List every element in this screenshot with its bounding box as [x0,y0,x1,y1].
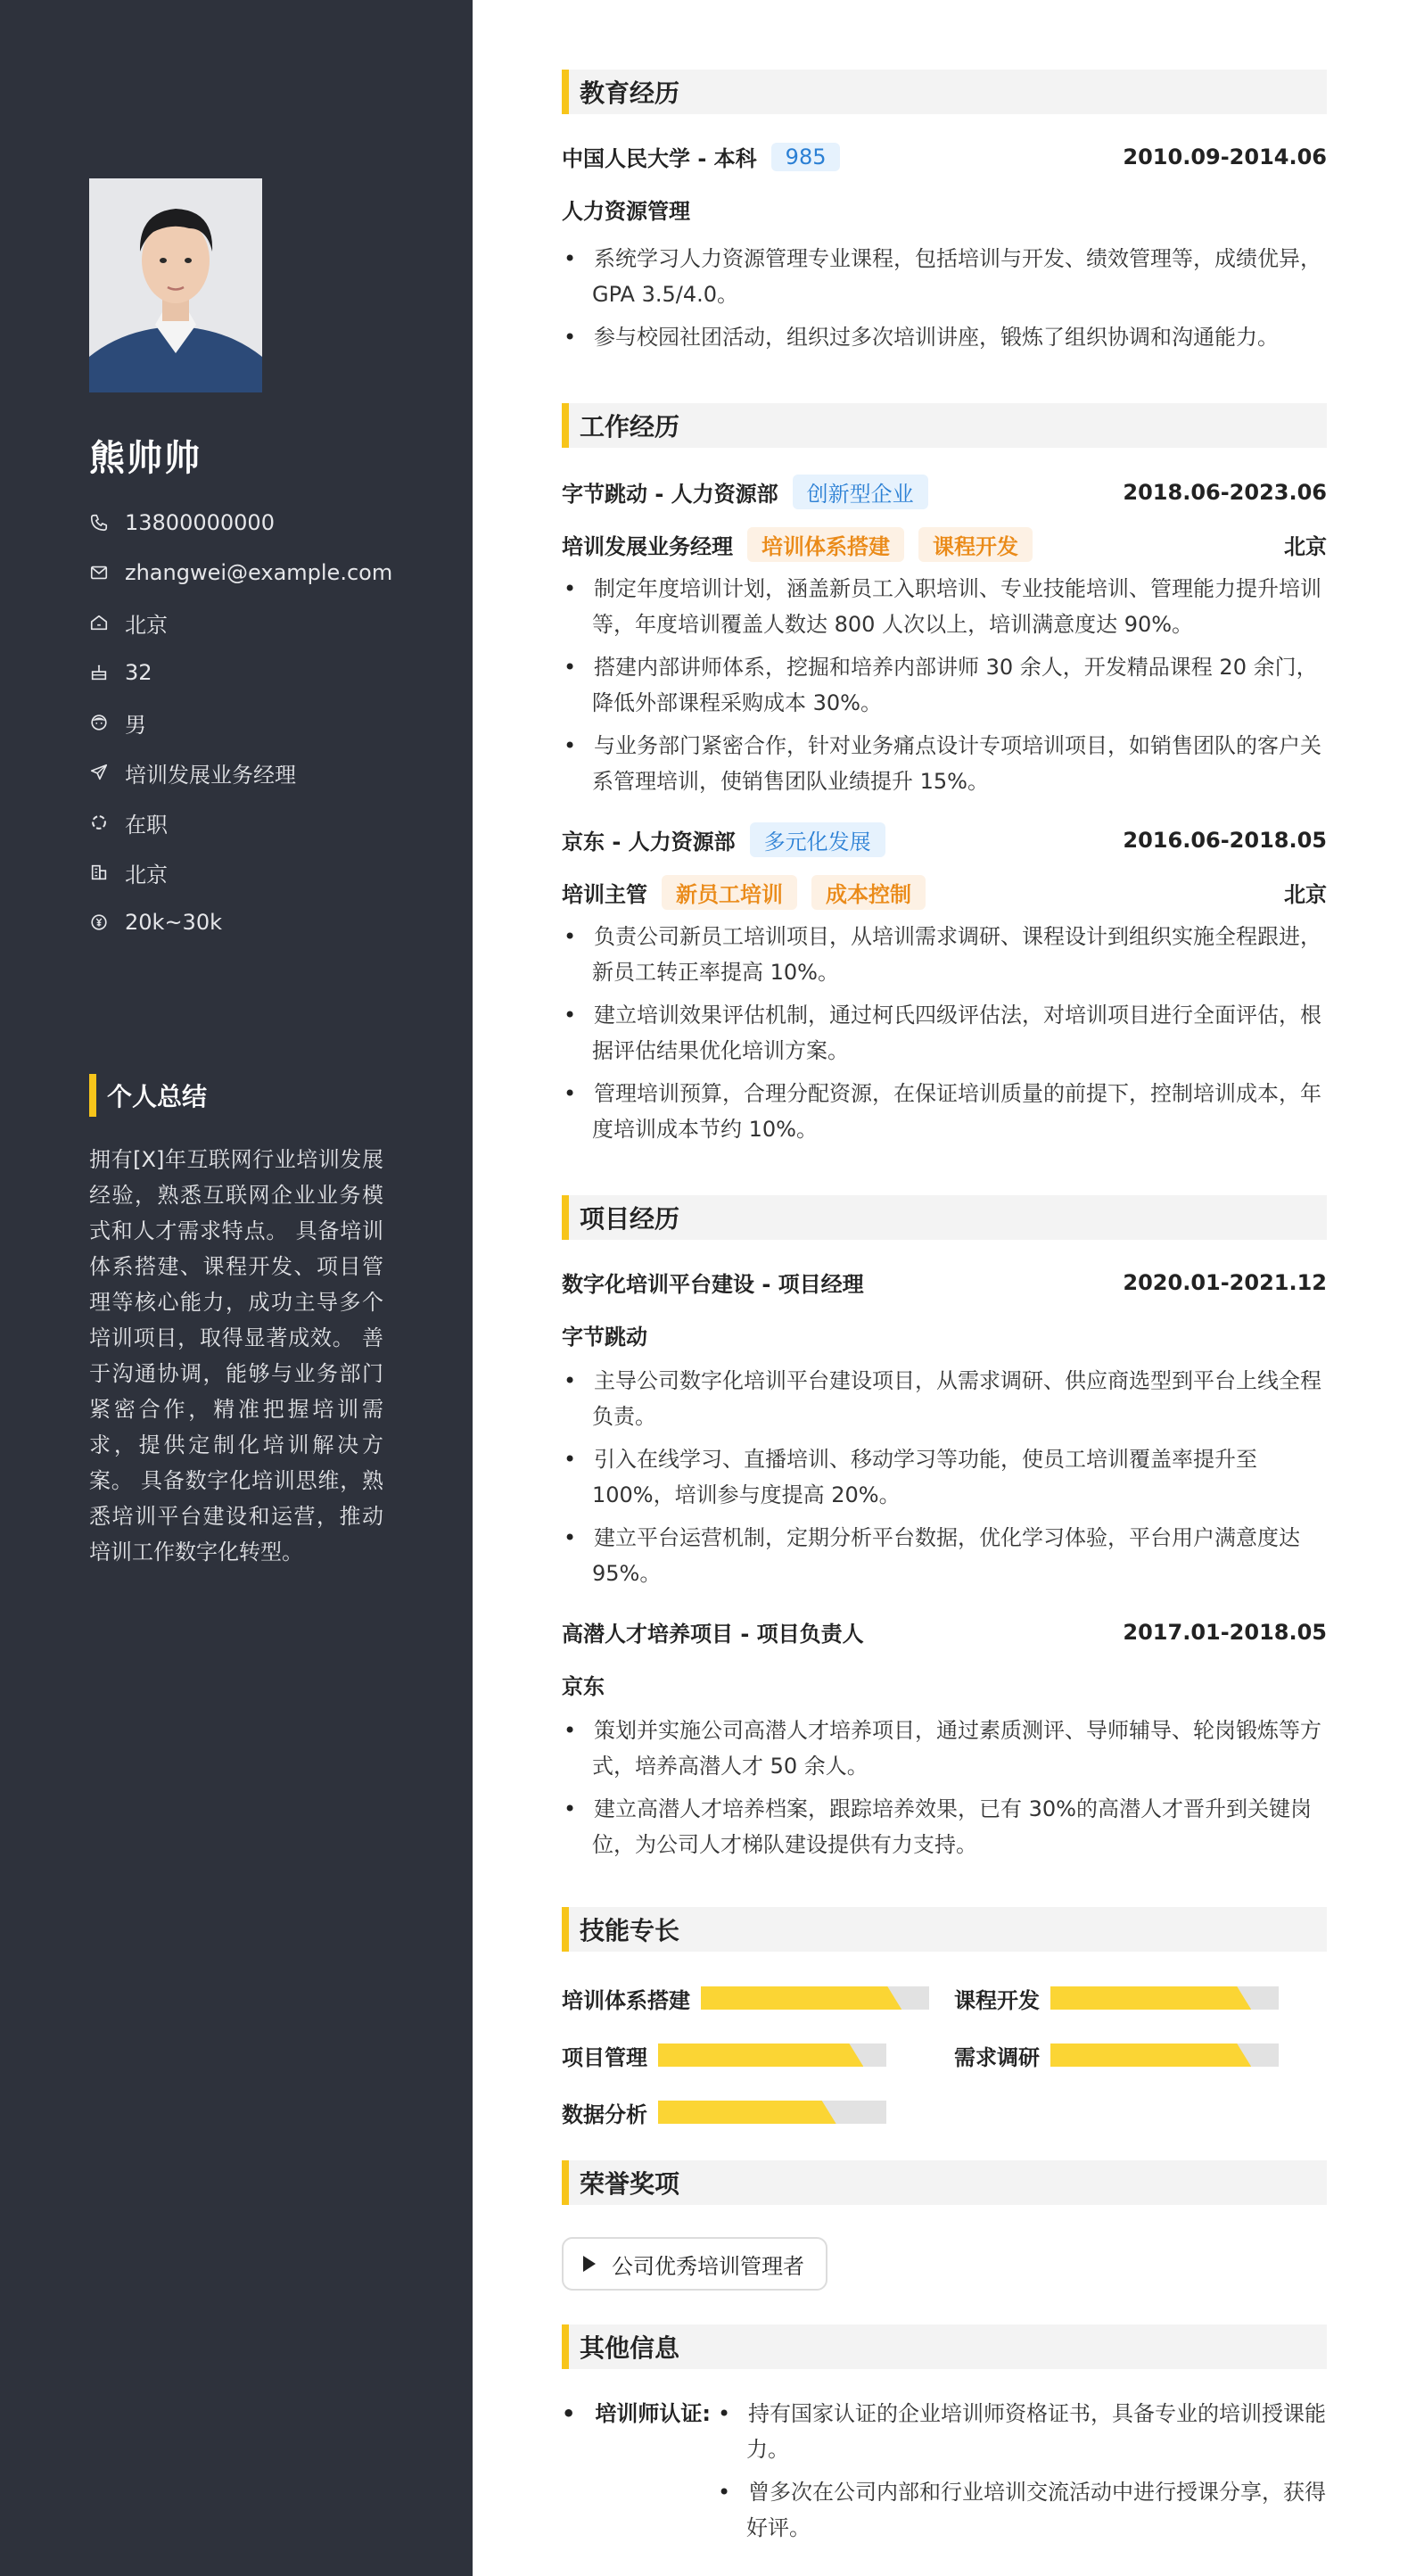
status-icon [89,813,109,832]
skill-bar-fill [658,2101,836,2124]
email-text: zhangwei@example.com [125,560,393,585]
skills-section [562,1907,1327,2125]
skill-item [562,2100,954,2125]
skill-name: 课程开发 [954,1987,1040,2013]
mail-icon [89,563,109,582]
skills-grid [562,1986,1327,2125]
avatar-photo-icon [89,178,262,392]
list-item: • 建立高潜人才培养档案，跟踪培养效果，已有 30%的高潜人才晋升到关键岗位，为公司人才梯队建设提供有力支持。 [562,1791,1327,1862]
list-item: • 制定年度培训计划，涵盖新员工入职培训、专业技能培训、管理能力提升培训等，年度培训覆盖人数达 800 人次以上，培训满意度达 90%。 [562,571,1327,642]
yuan-icon [89,912,109,932]
contact-location [89,598,392,648]
contact-gender [89,698,392,747]
contact-phone [89,498,392,548]
candidate-name: 熊帅帅 [89,438,202,479]
face-icon [89,713,109,732]
project-bullets [562,1363,1327,1591]
job-header [562,822,1327,857]
play-icon [583,2256,596,2272]
skill-bar-fill [1050,2043,1251,2067]
project-header [562,1267,1327,1298]
summary-title: 个人总结 [89,1074,207,1117]
summary-text: 拥有[X]年互联网行业培训发展经验，熟悉互联网企业业务模式和人才需求特点。 具备培训体系搭建、课程开发、项目管理等核心能力，成功主导多个培训项目，取得显著成效。 善于沟通协调，能够与业务部门紧密合作，精准把握培训需求，提供定制化培训解决方案。 具备数字化培训思维，熟悉培训平台建设和运营，推动培训工作数字化转型。 [89,1147,383,1565]
contact-status [89,797,392,847]
project-bullets [562,1713,1327,1862]
job-role-row [562,875,1327,910]
other-title: 其他信息 [562,2324,1327,2369]
skill-bar [658,2043,886,2067]
skill-bar [658,2101,886,2124]
work-section [562,403,1327,1147]
contact-position [89,747,392,797]
skill-name: 需求调研 [954,2044,1040,2070]
contact-age [89,648,392,698]
list-item: • 曾多次在公司内部和行业培训交流活动中进行授课分享，获得好评。 [716,2474,1327,2546]
job-tag: 新员工培训 [662,875,797,910]
education-section [562,70,1327,355]
skill-bar-fill [701,1986,901,2010]
list-item: • 持有国家认证的企业培训师资格证书，具备专业的培训授课能力。 [716,2396,1327,2467]
skill-name: 数据分析 [562,2101,647,2127]
contact-city [89,847,392,897]
awards-section [562,2160,1327,2291]
list-item: • 主导公司数字化培训平台建设项目，从需求调研、供应商选型到平台上线全程负责。 [562,1363,1327,1434]
list-item: • 负责公司新员工培训项目，从培训需求调研、课程设计到组织实施全程跟进，新员工转正率提高 10%。 [562,919,1327,990]
school-tag: 985 [771,143,841,171]
education-bullets [562,241,1327,355]
job-company: 京东 - 人力资源部 [562,830,736,855]
education-header [562,141,1327,172]
gender-text: 男 [125,712,146,738]
company-tag: 创新型企业 [793,475,928,509]
home-icon [89,613,109,632]
age-text: 32 [125,660,152,685]
list-item: • 建立平台运营机制，定期分析平台数据，优化学习体验，平台用户满意度达 95%。 [562,1520,1327,1591]
list-item: • 参与校园社团活动，组织过多次培训讲座，锻炼了组织协调和沟通能力。 [562,319,1327,355]
job-date: 2016.06-2018.05 [1123,827,1327,853]
cake-icon [89,663,109,682]
project-org: 字节跳动 [562,1325,647,1350]
list-item: • 策划并实施公司高潜人才培养项目，通过素质测评、导师辅导、轮岗锻炼等方式，培养高潜人才 50 余人。 [562,1713,1327,1784]
list-item: • 与业务部门紧密合作，针对业务痛点设计专项培训项目，如销售团队的客户关系管理培训，使销售团队业绩提升 15%。 [562,728,1327,799]
job-tag: 课程开发 [918,527,1033,562]
send-icon [89,763,109,782]
job-bullets [562,571,1327,799]
skills-title: 技能专长 [562,1907,1327,1952]
company-tag: 多元化发展 [750,822,885,857]
job-company: 字节跳动 - 人力资源部 [562,482,778,507]
skill-bar [701,1986,929,2010]
school-name: 中国人民大学 - 本科 [562,146,757,171]
list-item: • 搭建内部讲师体系，挖掘和培养内部讲师 30 余人，开发精品课程 20 余门，降低外部课程采购成本 30%。 [562,649,1327,721]
list-item: • 引入在线学习、直播培训、移动学习等功能，使员工培训覆盖率提升至 100%，培训参与度提高 20%。 [562,1441,1327,1513]
job-date: 2018.06-2023.06 [1123,479,1327,505]
position-text: 培训发展业务经理 [125,762,296,788]
project-header [562,1616,1327,1647]
other-info [562,2396,1327,2546]
skill-name: 项目管理 [562,2044,647,2070]
city-text: 北京 [125,862,168,888]
education-major: 人力资源管理 [562,199,690,224]
job-header [562,475,1327,509]
skill-item [954,1986,1327,2013]
other-label: • 培训师认证: [562,2396,711,2546]
skill-item [562,2043,954,2068]
education-date: 2010.09-2014.06 [1123,144,1327,169]
contact-list [89,498,392,947]
salary-text: 20k~30k [125,910,222,935]
project-date: 2017.01-2018.05 [1123,1619,1327,1645]
project-org: 京东 [562,1674,605,1699]
project-section [562,1195,1327,1862]
status-text: 在职 [125,812,168,838]
contact-email [89,548,392,598]
job-tag: 培训体系搭建 [747,527,904,562]
list-item: • 管理培训预算，合理分配资源，在保证培训质量的前提下，控制培训成本，年度培训成本节约 10%。 [562,1076,1327,1147]
other-bullets [716,2396,1327,2546]
skill-name: 培训体系搭建 [562,1987,690,2013]
location-text: 北京 [125,612,168,638]
job-tag: 成本控制 [811,875,926,910]
job-role: 培训发展业务经理 [562,534,733,559]
sidebar [0,0,473,2576]
phone-icon [89,513,109,533]
list-item: • 系统学习人力资源管理专业课程，包括培训与开发、绩效管理等，成绩优异，GPA 3.5/4.0。 [562,241,1327,312]
phone-text: 13800000000 [125,510,275,535]
work-title: 工作经历 [562,403,1327,448]
skill-item [562,1986,954,2013]
list-item: • 建立培训效果评估机制，通过柯氏四级评估法，对培训项目进行全面评估，根据评估结果优化培训方案。 [562,997,1327,1069]
skill-bar-fill [658,2043,863,2067]
project-date: 2020.01-2021.12 [1123,1269,1327,1295]
main-content [562,70,1327,2546]
skill-item [954,2043,1327,2068]
job-bullets [562,919,1327,1147]
awards-title: 荣誉奖项 [562,2160,1327,2205]
job-city: 北京 [1284,534,1327,559]
award-text: 公司优秀培训管理者 [612,2253,804,2279]
other-section [562,2324,1327,2546]
project-name: 高潜人才培养项目 - 项目负责人 [562,1622,864,1647]
skill-bar [1050,2043,1279,2067]
job-city: 北京 [1284,882,1327,907]
job-role: 培训主管 [562,882,647,907]
avatar [89,178,262,392]
skill-bar [1050,1986,1279,2010]
education-title: 教育经历 [562,70,1327,114]
award-item [562,2237,827,2291]
contact-salary [89,897,392,947]
building-icon [89,863,109,882]
project-title: 项目经历 [562,1195,1327,1240]
job-role-row [562,527,1327,562]
project-name: 数字化培训平台建设 - 项目经理 [562,1272,864,1297]
skill-bar-fill [1050,1986,1251,2010]
